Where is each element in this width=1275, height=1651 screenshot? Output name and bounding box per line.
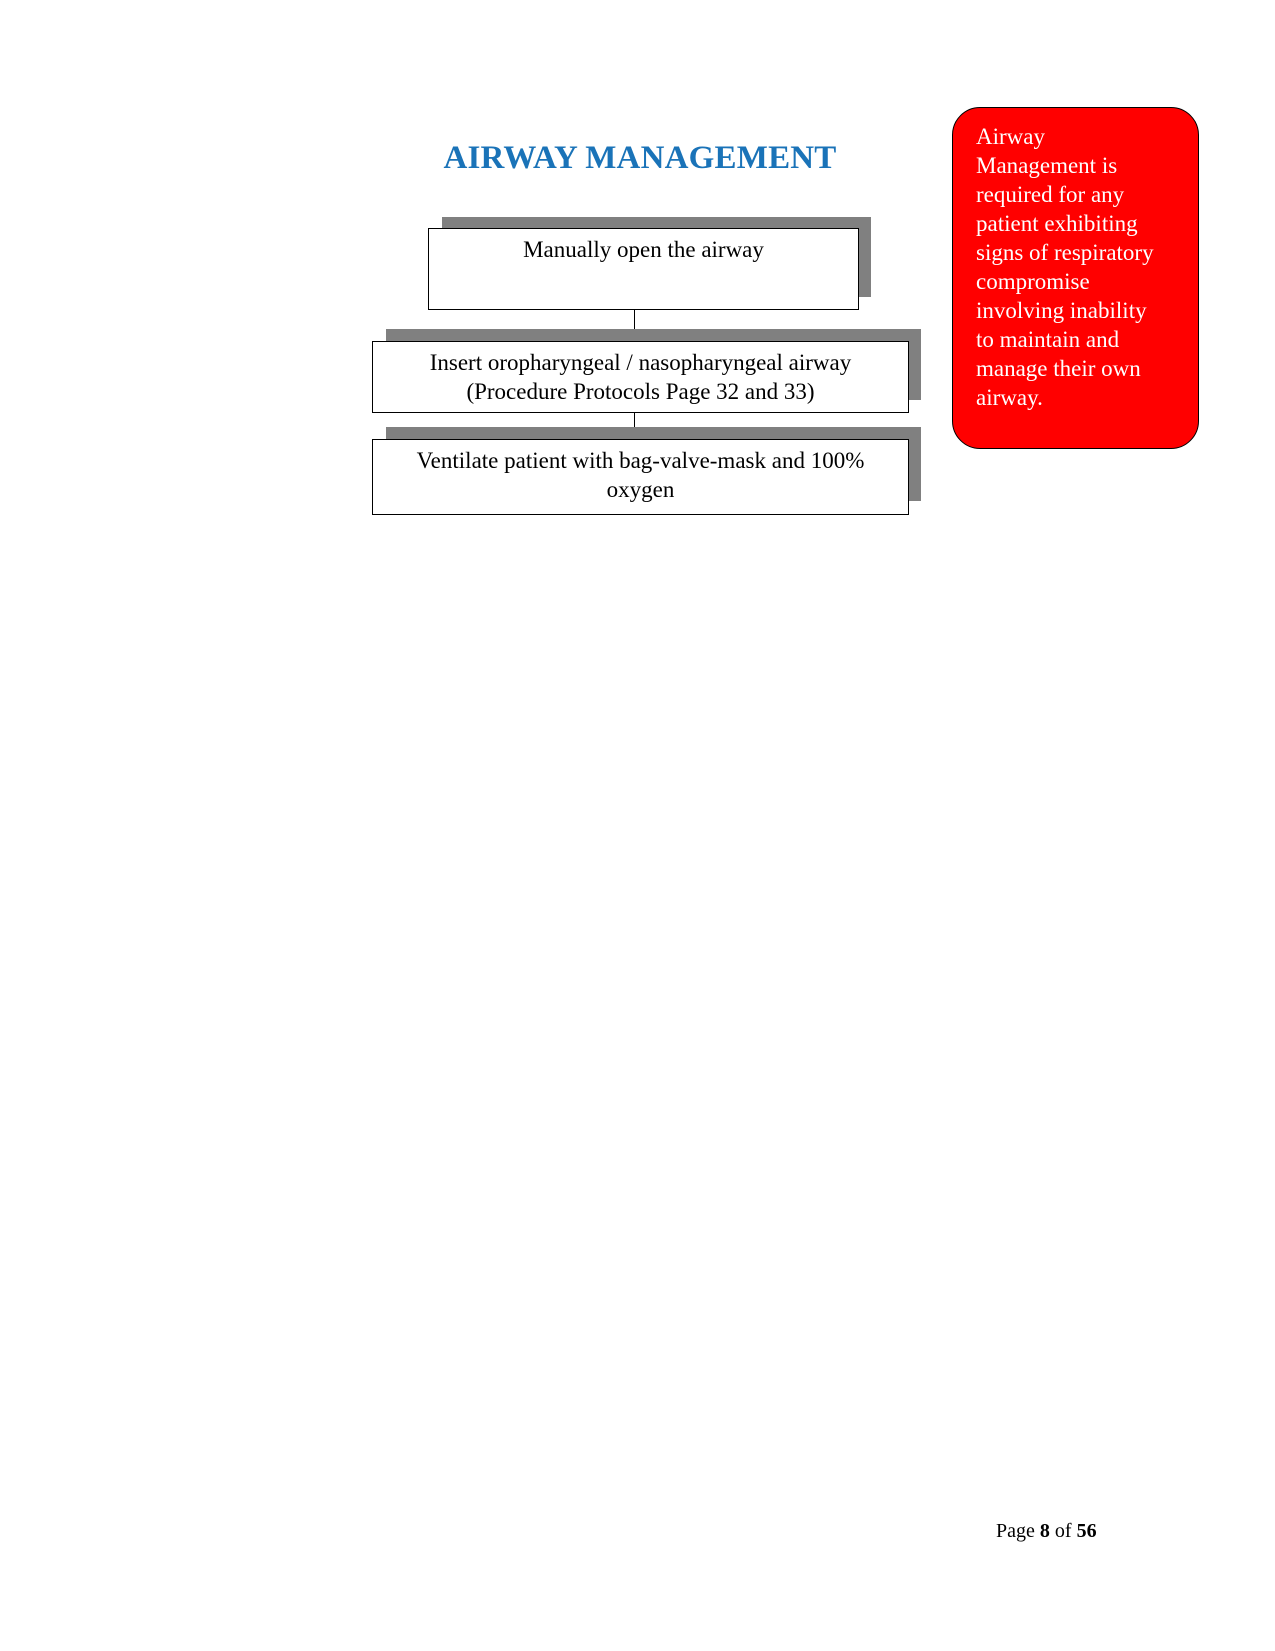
callout-line: manage their own: [976, 356, 1141, 381]
current-page: 8: [1039, 1520, 1050, 1542]
callout-line: to maintain and: [976, 327, 1120, 352]
airway-info-callout: [952, 107, 1199, 449]
step-2-line-2: (Procedure Protocols Page 32 and 33): [466, 379, 815, 404]
page-title: AIRWAY MANAGEMENT: [443, 140, 837, 176]
page-number: [996, 1520, 1097, 1543]
callout-line: involving inability: [976, 298, 1147, 323]
step-3-line-2: oxygen: [606, 477, 675, 502]
page-prefix: Page: [996, 1520, 1035, 1542]
step-3-box: [372, 439, 909, 515]
callout-line: patient exhibiting: [976, 211, 1138, 236]
callout-line: Airway: [976, 124, 1045, 149]
step-3-line-1: Ventilate patient with bag-valve-mask and 100%: [416, 448, 865, 473]
callout-line: airway.: [976, 385, 1043, 410]
step-2-line-1: Insert oropharyngeal / nasopharyngeal airway: [429, 350, 852, 375]
callout-line: required for any: [976, 182, 1125, 207]
step-1-box: [428, 228, 859, 310]
step-2-box: [372, 341, 909, 413]
callout-line: Management is: [976, 153, 1118, 178]
page-separator: of: [1054, 1520, 1072, 1542]
callout-line: compromise: [976, 269, 1090, 294]
total-pages: 56: [1076, 1520, 1097, 1542]
callout-line: signs of respiratory: [976, 240, 1154, 265]
step-1-line-1: Manually open the airway: [523, 237, 764, 262]
